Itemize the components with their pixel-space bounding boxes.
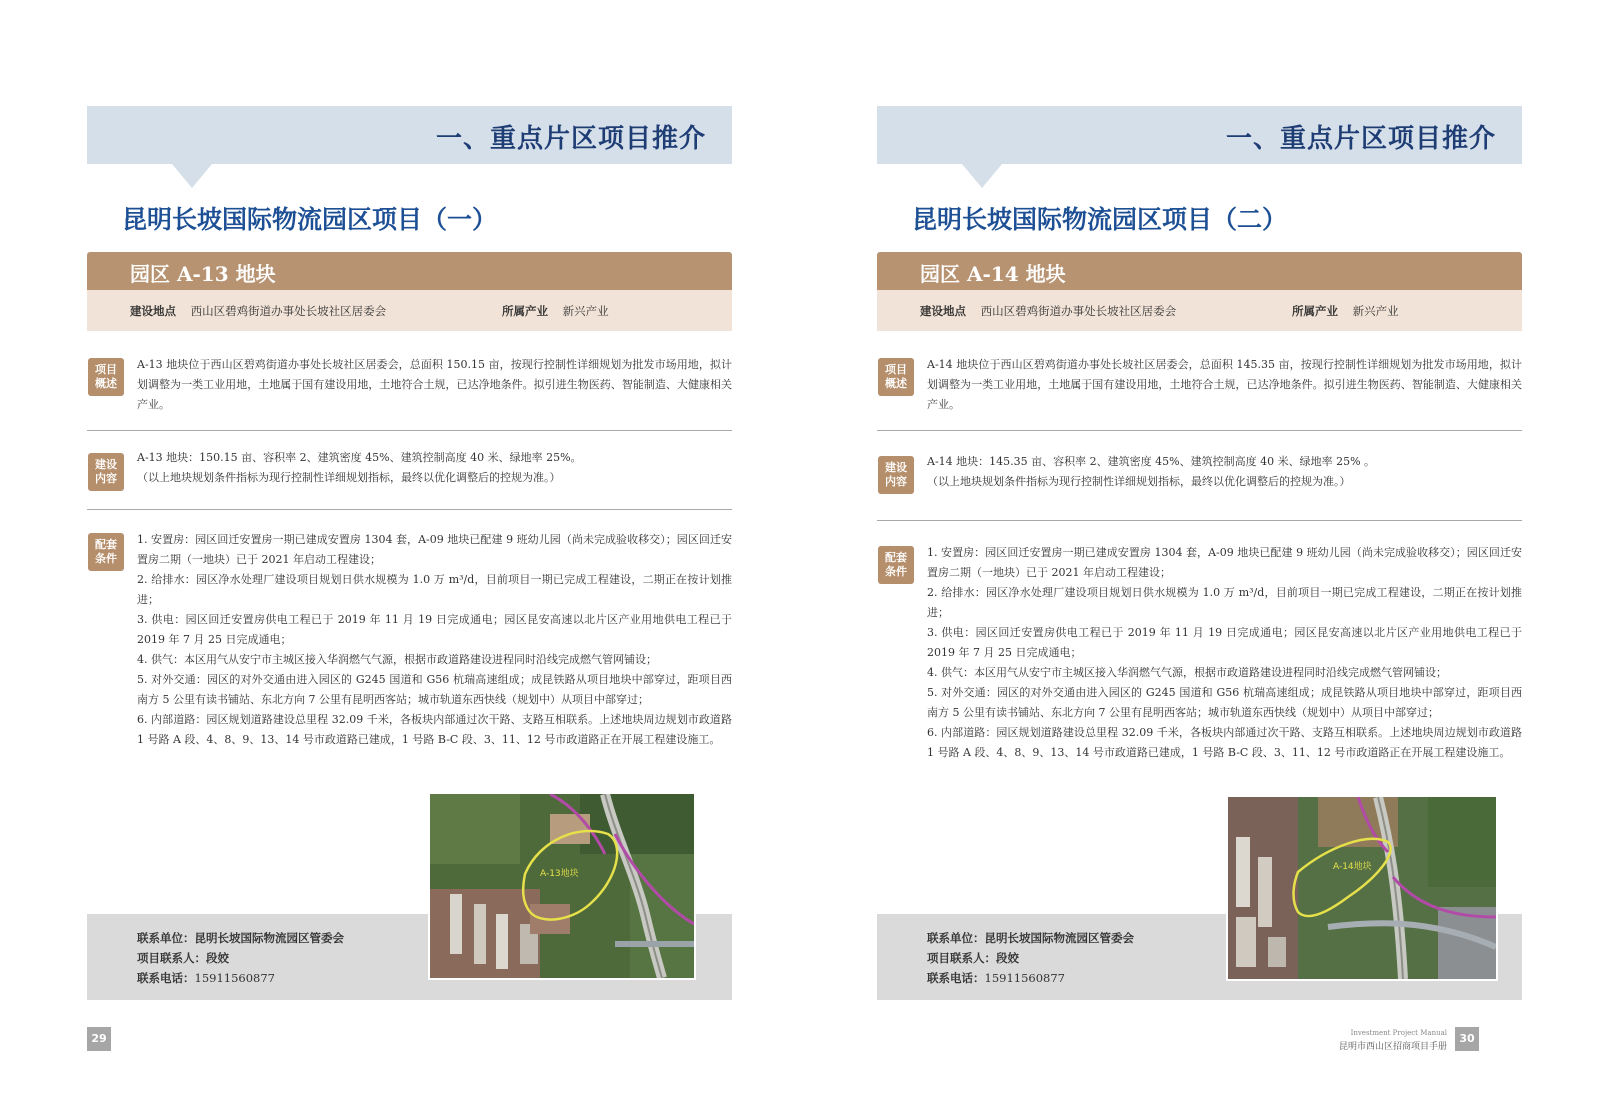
support-item: 5. 对外交通：园区的对外交通由进入园区的 G245 国道和 G56 杭瑞高速组成；成昆铁路从项目地块中部穿过，距项目西南方 5 公里有读书铺站、东北方向 7 公里有昆明西客站；城市轨道东西快线（规划中）从项目中部穿过； xyxy=(927,686,1522,719)
page-number: 30 xyxy=(1455,1027,1479,1051)
industry-label: 所属产业 xyxy=(502,304,548,318)
info-bar xyxy=(87,290,732,331)
support-item: 4. 供气：本区用气从安宁市主城区接入华润燃气气源，根据市政道路建设进程同时沿线完成燃气管网铺设； xyxy=(927,666,1447,679)
construction-badge-line2: 内容 xyxy=(885,475,907,488)
support-badge-line2: 条件 xyxy=(95,552,117,565)
overview-badge-line1: 项目 xyxy=(95,363,117,376)
support-badge xyxy=(878,546,914,584)
project-title: 昆明长坡国际物流园区项目（二） xyxy=(912,205,1288,234)
support-list xyxy=(927,543,1522,763)
construction-line1: A-13 地块：150.15 亩、容积率 2、建筑密度 45%、建筑控制高度 40 米、绿地率 25%。 xyxy=(137,451,582,464)
overview-text: A-14 地块位于西山区碧鸡街道办事处长坡社区居委会，总面积 145.35 亩，按现行控制性详细规划为批发市场用地，拟计划调整为一类工业用地，土地属于国有建设用地，土地符合土规，已达净地条件。拟引进生物医药、智能制造、大健康相关产业。 xyxy=(927,358,1522,411)
support-item: 2. 给排水：园区净水处理厂建设项目规划日供水规模为 1.0 万 m³/d，目前项目一期已完成工程建设，二期正在按计划推进； xyxy=(927,586,1522,619)
contact-person-value: 段姣 xyxy=(206,951,229,965)
support-item: 1. 安置房：园区回迁安置房一期已建成安置房 1304 套，A-09 地块已配建 9 班幼儿园（尚未完成验收移交）；园区回迁安置房二期（一地块）已于 2021 年启动工程建设； xyxy=(927,546,1522,579)
support-badge-line1: 配套 xyxy=(885,551,907,564)
overview-badge xyxy=(878,358,914,396)
location-value: 西山区碧鸡街道办事处长坡社区居委会 xyxy=(980,304,1177,318)
support-badge-line2: 条件 xyxy=(885,565,907,578)
construction-text xyxy=(137,448,732,488)
location-info xyxy=(130,303,386,319)
construction-badge-line1: 建设 xyxy=(95,458,117,471)
construction-line2: （以上地块规划条件指标为现行控制性详细规划指标，最终以优化调整后的控规为准。） xyxy=(927,475,1351,488)
contact-person-value: 段姣 xyxy=(996,951,1019,965)
construction-text xyxy=(927,452,1522,492)
plot-header xyxy=(877,252,1522,290)
support-item: 3. 供电：园区回迁安置房供电工程已于 2019 年 11 月 19 日完成通电；园区昆安高速以北片区产业用地供电工程已于 2019 年 7 月 25 日完成通电； xyxy=(137,613,732,646)
contact-info xyxy=(137,928,344,988)
banner-notch xyxy=(172,164,212,188)
divider xyxy=(87,509,732,510)
overview-badge xyxy=(88,358,124,396)
support-item: 2. 给排水：园区净水处理厂建设项目规划日供水规模为 1.0 万 m³/d，目前项目一期已完成工程建设，二期正在按计划推进； xyxy=(137,573,732,606)
plot-title: 园区 A-14 地块 xyxy=(920,262,1066,286)
aerial-map-graphic xyxy=(1228,797,1496,979)
section-title: 一、重点片区项目推介 xyxy=(1225,124,1496,154)
construction-badge xyxy=(878,456,914,494)
support-item: 4. 供气：本区用气从安宁市主城区接入华润燃气气源，根据市政道路建设进程同时沿线完成燃气管网铺设； xyxy=(137,653,657,666)
location-label: 建设地点 xyxy=(130,304,176,318)
manual-title-cn: 昆明市西山区招商项目手册 xyxy=(1338,1042,1447,1052)
page-right xyxy=(805,0,1610,1100)
plot-title: 园区 A-13 地块 xyxy=(130,262,276,286)
support-list xyxy=(137,530,732,750)
overview-badge-line2: 概述 xyxy=(885,377,907,390)
contact-phone-label: 联系电话： xyxy=(137,971,195,985)
overview-badge-line2: 概述 xyxy=(95,377,117,390)
overview-text: A-13 地块位于西山区碧鸡街道办事处长坡社区居委会，总面积 150.15 亩，按现行控制性详细规划为批发市场用地，拟计划调整为一类工业用地，土地属于国有建设用地，土地符合土规，已达净地条件。拟引进生物医药、智能制造、大健康相关产业。 xyxy=(137,358,732,411)
contact-person-label: 项目联系人： xyxy=(927,951,996,965)
map-plot-label: A-13地块 xyxy=(540,869,579,879)
location-label: 建设地点 xyxy=(920,304,966,318)
contact-phone-label: 联系电话： xyxy=(927,971,985,985)
contact-phone-value: 15911560877 xyxy=(984,971,1065,985)
location-info xyxy=(920,303,1176,319)
construction-line1: A-14 地块：145.35 亩、容积率 2、建筑密度 45%、建筑控制高度 40 米、绿地率 25% 。 xyxy=(927,455,1376,468)
contact-unit-label: 联系单位： xyxy=(927,931,985,945)
industry-value: 新兴产业 xyxy=(562,304,609,318)
plot-header xyxy=(87,252,732,290)
support-item: 6. 内部道路：园区规划道路建设总里程 32.09 千米，各板块内部通过次干路、支路互相联系。上述地块周边规划市政道路 1 号路 A 段、4、8、9、13、14 号市政道路已建成，1 号路 B-C 段、3、11、12 号市政道路正在开展工程建设施工。 xyxy=(137,713,732,746)
contact-unit-label: 联系单位： xyxy=(137,931,195,945)
contact-phone-value: 15911560877 xyxy=(194,971,275,985)
industry-info xyxy=(1292,303,1399,319)
construction-badge-line1: 建设 xyxy=(885,461,907,474)
map-plot-label: A-14地块 xyxy=(1333,862,1372,872)
banner-notch xyxy=(962,164,1002,188)
info-bar xyxy=(877,290,1522,331)
support-item: 1. 安置房：园区回迁安置房一期已建成安置房 1304 套，A-09 地块已配建 9 班幼儿园（尚未完成验收移交）；园区回迁安置房二期（一地块）已于 2021 年启动工程建设； xyxy=(137,533,732,566)
location-value: 西山区碧鸡街道办事处长坡社区居委会 xyxy=(190,304,387,318)
section-title: 一、重点片区项目推介 xyxy=(435,124,706,154)
overview-badge-line1: 项目 xyxy=(885,363,907,376)
page-number: 29 xyxy=(87,1027,111,1051)
construction-badge xyxy=(88,453,124,491)
aerial-map-image xyxy=(428,792,696,980)
support-item: 5. 对外交通：园区的对外交通由进入园区的 G245 国道和 G56 杭瑞高速组成；成昆铁路从项目地块中部穿过，距项目西南方 5 公里有读书铺站、东北方向 7 公里有昆明西客站；城市轨道东西快线（规划中）从项目中部穿过； xyxy=(137,673,732,706)
section-banner xyxy=(87,106,732,164)
contact-info xyxy=(927,928,1134,988)
contact-unit-value: 昆明长坡国际物流园区管委会 xyxy=(984,931,1134,945)
manual-title-en: Investment Project Manual xyxy=(1350,1029,1447,1037)
construction-badge-line2: 内容 xyxy=(95,472,117,485)
aerial-map-image xyxy=(1226,795,1498,981)
industry-info xyxy=(502,303,609,319)
project-title: 昆明长坡国际物流园区项目（一） xyxy=(122,205,498,234)
divider xyxy=(87,430,732,431)
industry-value: 新兴产业 xyxy=(1352,304,1399,318)
aerial-map-graphic xyxy=(430,794,694,978)
support-item: 3. 供电：园区回迁安置房供电工程已于 2019 年 11 月 19 日完成通电；园区昆安高速以北片区产业用地供电工程已于 2019 年 7 月 25 日完成通电； xyxy=(927,626,1522,659)
contact-unit-value: 昆明长坡国际物流园区管委会 xyxy=(194,931,344,945)
support-badge-line1: 配套 xyxy=(95,538,117,551)
divider xyxy=(877,430,1522,431)
divider xyxy=(877,520,1522,521)
industry-label: 所属产业 xyxy=(1292,304,1338,318)
construction-line2: （以上地块规划条件指标为现行控制性详细规划指标，最终以优化调整后的控规为准。） xyxy=(137,471,561,484)
support-badge xyxy=(88,533,124,571)
section-banner xyxy=(877,106,1522,164)
contact-person-label: 项目联系人： xyxy=(137,951,206,965)
support-item: 6. 内部道路：园区规划道路建设总里程 32.09 千米，各板块内部通过次干路、支路互相联系。上述地块周边规划市政道路 1 号路 A 段、4、8、9、13、14 号市政道路已建成，1 号路 B-C 段、3、11、12 号市政道路正在开展工程建设施工。 xyxy=(927,726,1522,759)
